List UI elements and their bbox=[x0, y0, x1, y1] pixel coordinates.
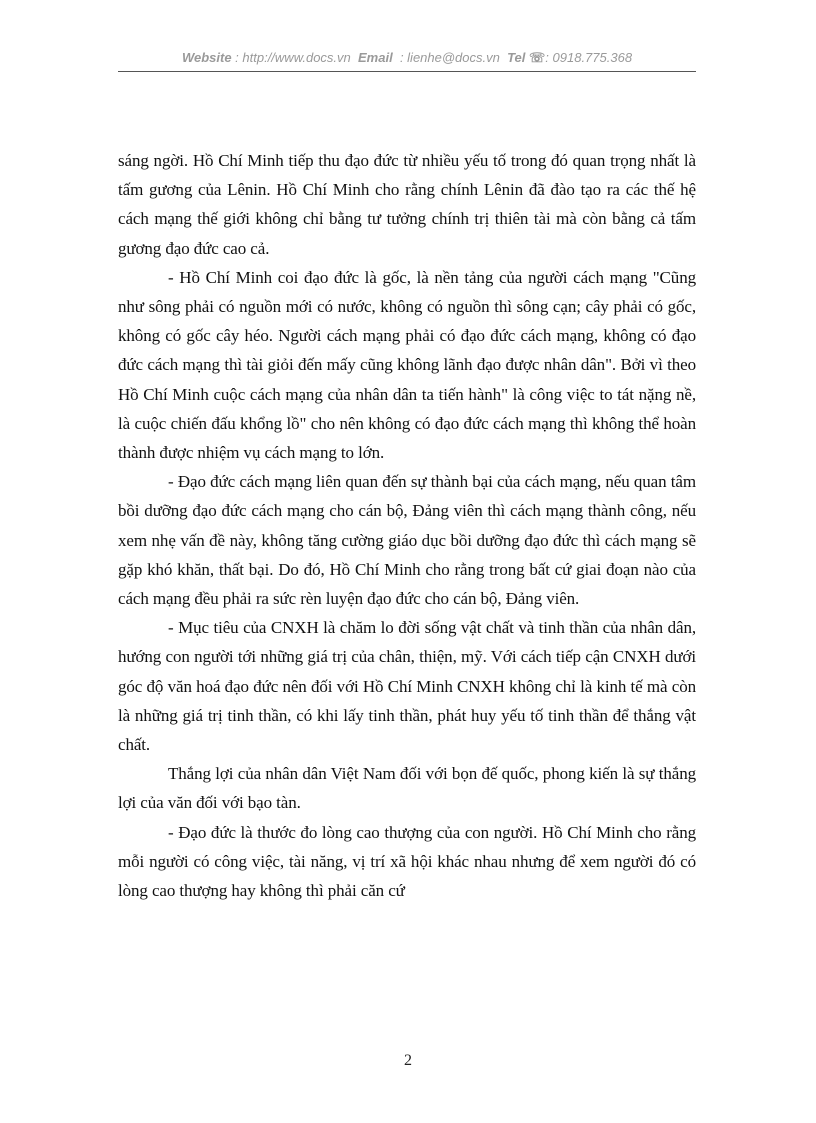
paragraph-6: - Đạo đức là thước đo lòng cao thượng của con người. Hồ Chí Minh cho rằng mỗi người có công việc, tài năng, vị trí xã hội khác nhau nhưng để xem người đó có lòng cao thượng hay không thì phải căn cứ bbox=[118, 822, 696, 901]
page-header bbox=[118, 50, 696, 66]
document-body bbox=[118, 146, 696, 905]
phone-icon: ☏ bbox=[529, 50, 546, 65]
paragraph-2: - Hồ Chí Minh coi đạo đức là gốc, là nền tảng của người cách mạng "Cũng như sông phải có nguồn mới có nước, không có nguồn thì sông cạn; cây phải có gốc, không có gốc cây héo. Người cách mạng phải có đạo đức cách mạng, không có đạo đức cách mạng thì tài giỏi đến mấy cũng không lãnh đạo được nhân dân". Bởi vì theo Hồ Chí Minh cuộc cách mạng của nhân dân ta tiến hành" là công việc to tát nặng nề, là cuộc chiến đấu khổng lồ" cho nên không có đạo đức cách mạng thì không thể hoàn thành được nhiệm vụ cách mạng to lớn. bbox=[118, 267, 696, 463]
header-divider bbox=[118, 71, 696, 72]
page-number: 2 bbox=[404, 1052, 412, 1069]
paragraph-4: - Mục tiêu của CNXH là chăm lo đời sống vật chất và tinh thần của nhân dân, hướng con người tới những giá trị của chân, thiện, mỹ. Với cách tiếp cận CNXH dưới góc độ văn hoá đạo đức nên đối với Hồ Chí Minh CNXH không chỉ là kinh tế mà còn là những giá trị tinh thần, có khi lấy tinh thần, phát huy yếu tố tinh thần để thắng vật chất. bbox=[118, 618, 696, 755]
paragraph-1: sáng ngời. Hồ Chí Minh tiếp thu đạo đức từ nhiều yếu tố trong đó quan trọng nhất là tấm gương của Lênin. Hồ Chí Minh cho rằng chính Lênin đã đào tạo ra các thế hệ cách mạng thế giới không chỉ bằng tư tưởng chính trị thiên tài mà còn bằng cả tấm gương đạo đức cao cả. bbox=[118, 151, 696, 258]
paragraph-3: - Đạo đức cách mạng liên quan đến sự thành bại của cách mạng, nếu quan tâm bồi dưỡng đạo đức cách mạng cho cán bộ, Đảng viên thì cách mạng thành công, nếu xem nhẹ vấn đề này, không tăng cường giáo dục bồi dưỡng đạo đức thì cách mạng sẽ gặp khó khăn, thất bại. Do đó, Hồ Chí Minh cho rằng trong bất cứ giai đoạn nào của cách mạng đều phải ra sức rèn luyện đạo đức cho cán bộ, Đảng viên. bbox=[118, 472, 696, 609]
email-address[interactable]: : lienhe@docs.vn bbox=[399, 50, 500, 65]
website-url[interactable]: : http://www.docs.vn bbox=[235, 50, 351, 65]
website-label: Website bbox=[181, 50, 232, 65]
email-label: Email bbox=[358, 50, 393, 65]
tel-number: : 0918.775.368 bbox=[545, 50, 633, 65]
tel-label: Tel bbox=[507, 50, 526, 65]
paragraph-5: Thắng lợi của nhân dân Việt Nam đối với bọn đế quốc, phong kiến là sự thắng lợi của văn đối với bạo tàn. bbox=[118, 764, 696, 813]
